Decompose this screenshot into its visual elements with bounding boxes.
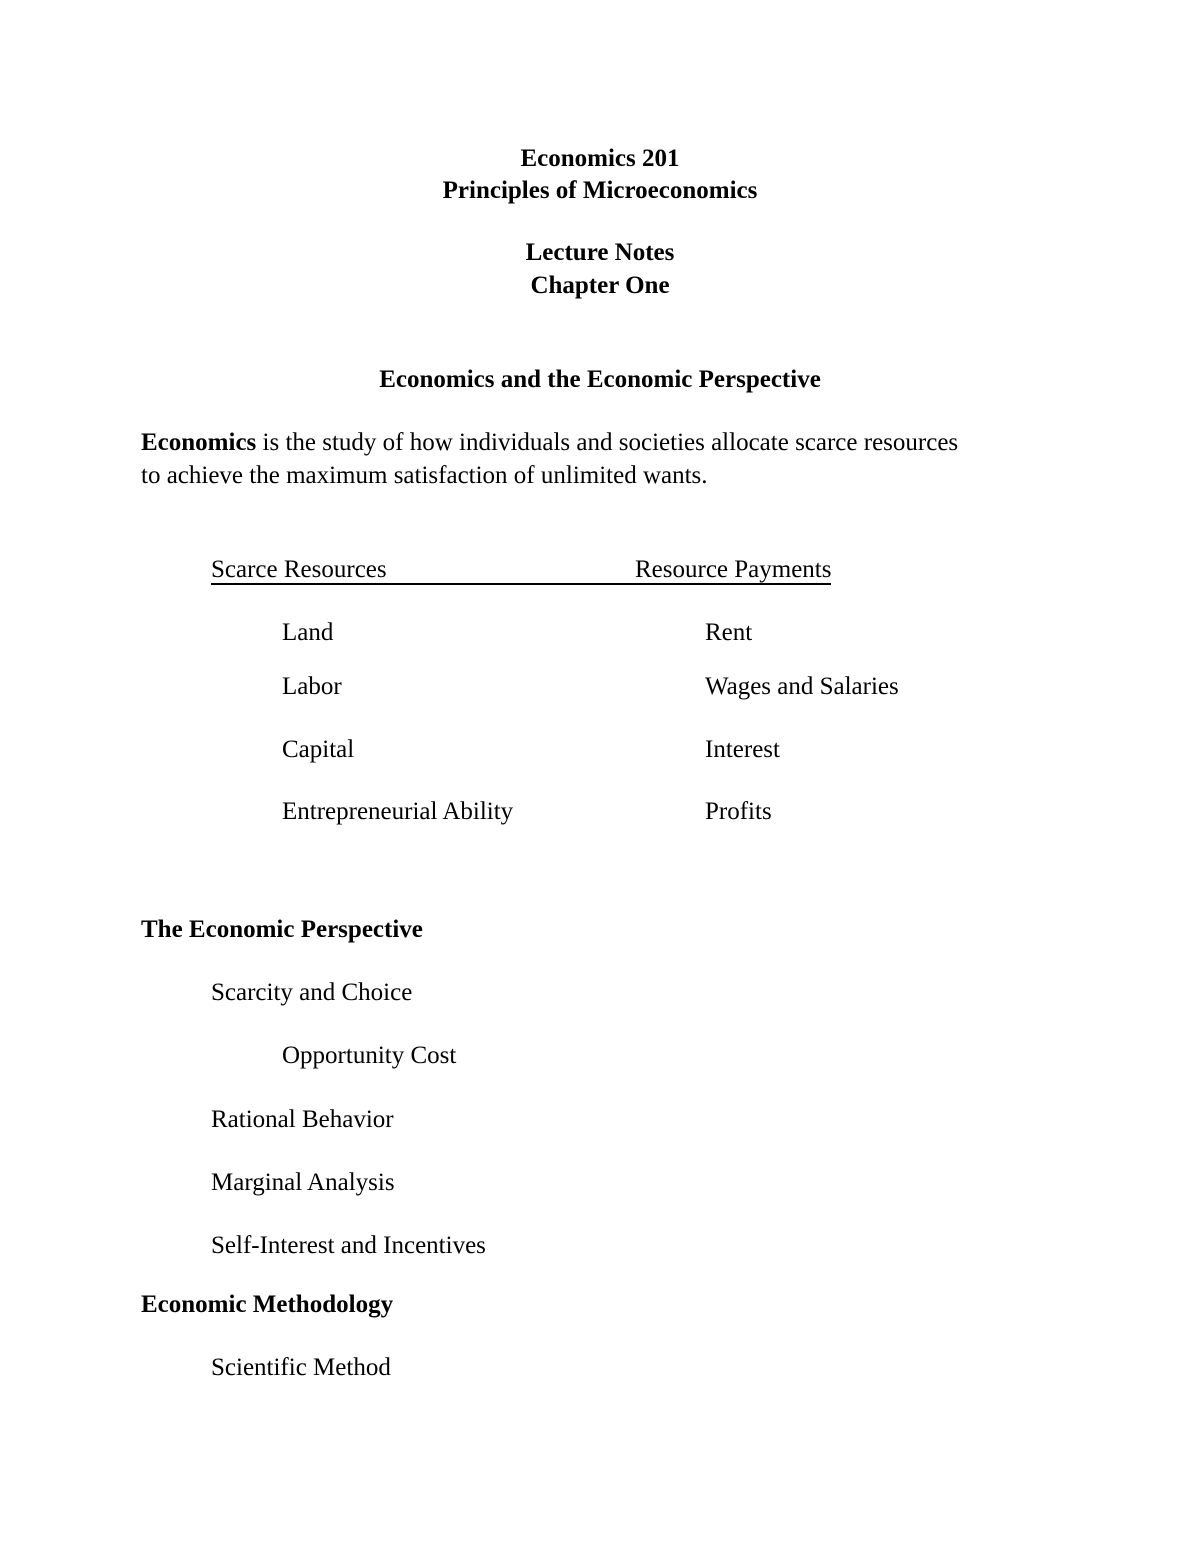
payment-cell: Interest — [705, 736, 780, 763]
course-title: Principles of Microeconomics — [442, 177, 758, 204]
list-item: Rational Behavior — [211, 1106, 394, 1133]
course-number: Economics 201 — [520, 145, 680, 172]
list-item: Scarcity and Choice — [211, 979, 413, 1006]
definition-term: Economics — [141, 429, 257, 456]
economic-methodology-heading: Economic Methodology — [141, 1291, 394, 1318]
resource-cell: Land — [282, 619, 334, 646]
resource-cell: Entrepreneurial Ability — [282, 798, 514, 825]
definition-line-2: to achieve the maximum satisfaction of unlimited wants. — [141, 462, 708, 489]
list-item: Marginal Analysis — [211, 1169, 395, 1196]
section-title: Economics and the Economic Perspective — [379, 366, 821, 393]
payment-cell: Wages and Salaries — [705, 673, 899, 700]
list-item: Scientific Method — [211, 1354, 391, 1381]
definition-text: is the study of how individuals and societies allocate scarce resources — [256, 429, 959, 456]
scarce-resources-header: Scarce Resources — [211, 557, 635, 585]
payment-cell: Profits — [705, 798, 772, 825]
resource-payments-header: Resource Payments — [635, 556, 832, 583]
resource-cell: Capital — [282, 736, 355, 763]
lecture-notes-label: Lecture Notes — [525, 239, 675, 266]
definition-line-1 — [141, 430, 958, 455]
payment-cell: Rent — [705, 619, 753, 646]
list-item-sub: Opportunity Cost — [282, 1042, 457, 1069]
list-item: Self-Interest and Incentives — [211, 1232, 486, 1259]
chapter-label: Chapter One — [530, 272, 670, 299]
resource-cell: Labor — [282, 673, 342, 700]
economic-perspective-heading: The Economic Perspective — [141, 916, 423, 943]
